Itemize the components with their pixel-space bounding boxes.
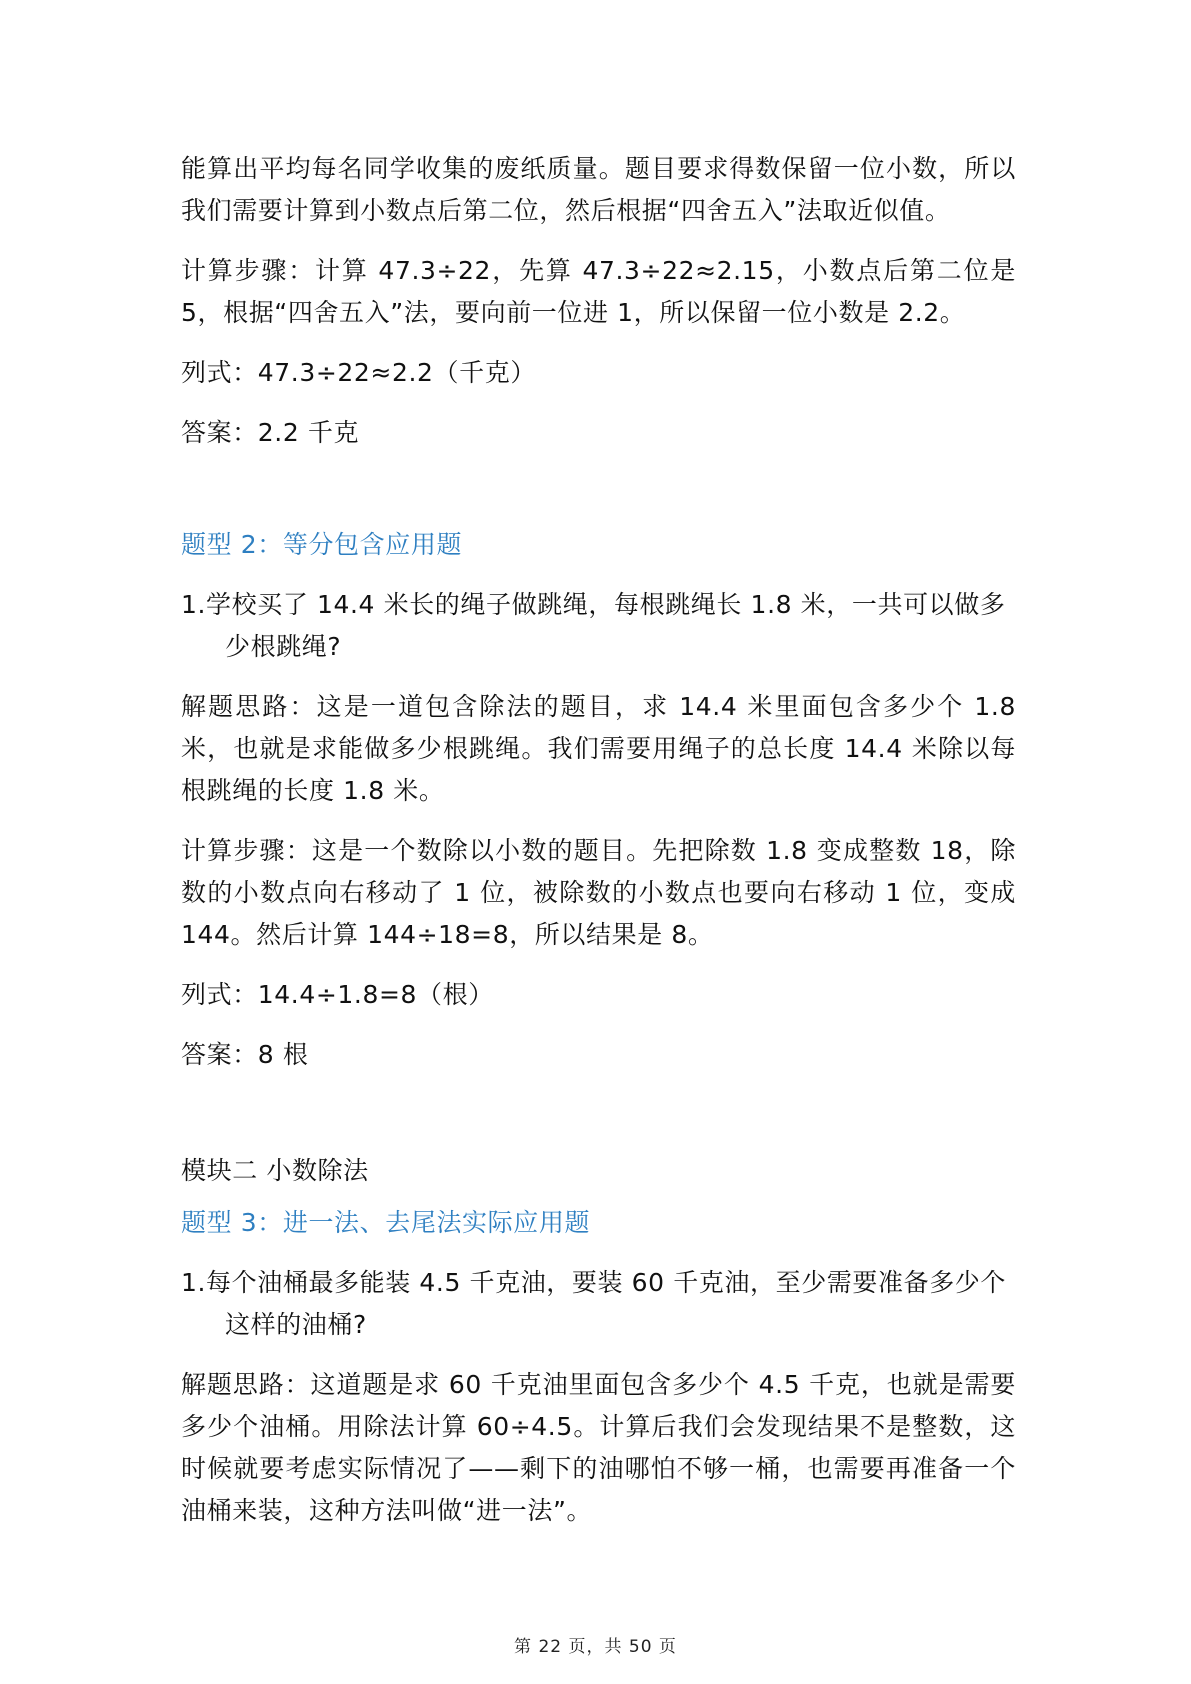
- analysis-type2: 解题思路：这是一道包含除法的题目，求 14.4 米里面包含多少个 1.8 米，也就是求能做多少根跳绳。我们需要用绳子的总长度 14.4 米除以每根跳绳的长度 1.8 米。: [181, 692, 1016, 805]
- section-heading-type2: 题型 2：等分包含应用题: [181, 530, 463, 559]
- analysis-type3: 解题思路：这道题是求 60 千克油里面包含多少个 4.5 千克，也就是需要多少个油桶。用除法计算 60÷4.5。计算后我们会发现结果不是整数，这时候就要考虑实际情况了——剩下的油哪怕不够一桶，也需要再准备一个油桶来装，这种方法叫做“进一法”。: [181, 1370, 1016, 1525]
- steps-type2: 计算步骤：这是一个数除以小数的题目。先把除数 1.8 变成整数 18，除数的小数点向右移动了 1 位，被除数的小数点也要向右移动 1 位，变成 144。然后计算 144÷18=8，所以结果是 8。: [181, 836, 1016, 949]
- spacer: [181, 1094, 1016, 1150]
- paragraph-formula-1: 列式：47.3÷22≈2.2（千克）: [181, 358, 536, 387]
- page-content: [181, 148, 1016, 1550]
- spacer: [181, 472, 1016, 524]
- module-title: 模块二 小数除法: [181, 1156, 369, 1185]
- answer-type2: 答案：8 根: [181, 1040, 309, 1069]
- formula-type2: 列式：14.4÷1.8=8（根）: [181, 980, 494, 1009]
- question-type3: 1.每个油桶最多能装 4.5 千克油，要装 60 千克油，至少需要准备多少个这样的油桶?: [181, 1268, 1007, 1339]
- question-type2: 1.学校买了 14.4 米长的绳子做跳绳，每根跳绳长 1.8 米，一共可以做多少根跳绳?: [181, 590, 1006, 661]
- section-heading-type3: 题型 3：进一法、去尾法实际应用题: [181, 1208, 591, 1237]
- paragraph-intro: 能算出平均每名同学收集的废纸质量。题目要求得数保留一位小数，所以我们需要计算到小数点后第二位，然后根据“四舍五入”法取近似值。: [181, 154, 1016, 225]
- paragraph-answer-1: 答案：2.2 千克: [181, 418, 360, 447]
- page-footer: 第 22 页，共 50 页: [514, 1637, 677, 1657]
- paragraph-steps-1: 计算步骤：计算 47.3÷22，先算 47.3÷22≈2.15，小数点后第二位是 5，根据“四舍五入”法，要向前一位进 1，所以保留一位小数是 2.2。: [181, 256, 1016, 327]
